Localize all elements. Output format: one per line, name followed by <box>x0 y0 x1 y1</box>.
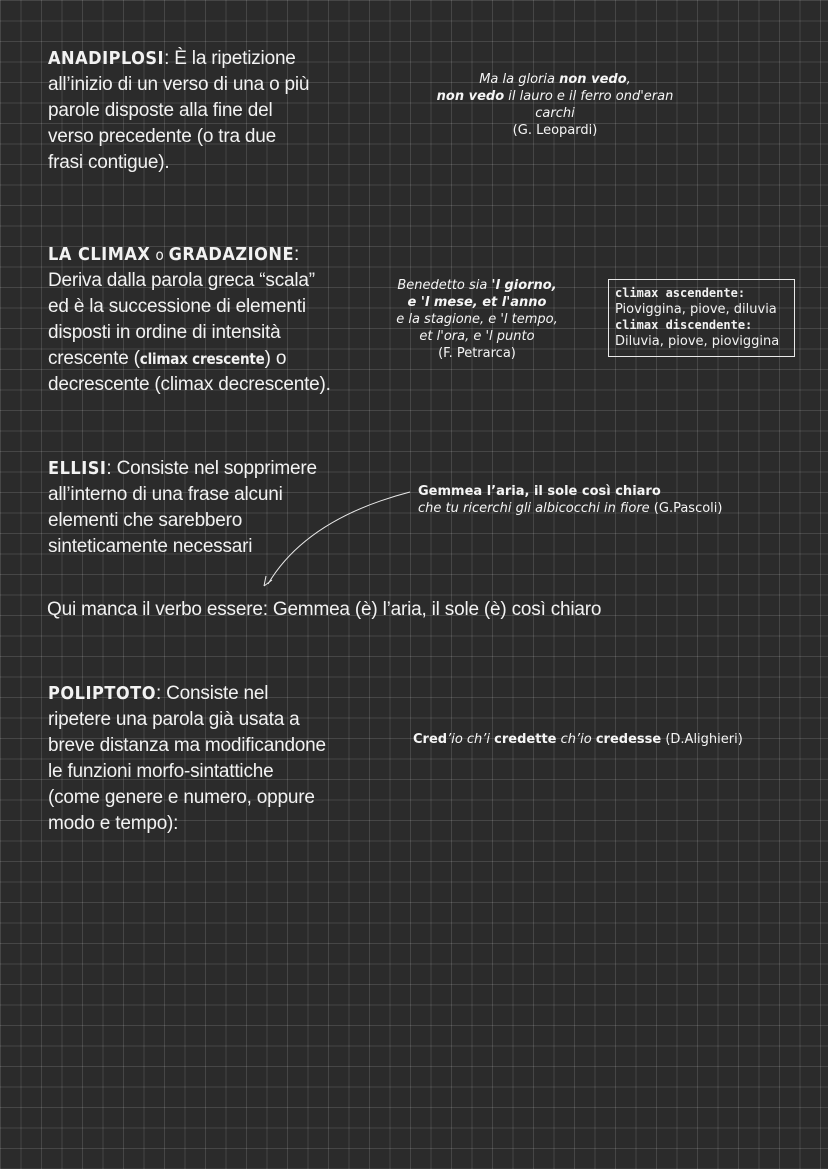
poliptoto-section <box>48 681 358 837</box>
ellisi-example-line-2: che tu ricerchi gli albicocchi in fiore (G.Pascoli) <box>418 501 723 516</box>
anadiplosi-definition: È la ripetizione <box>174 48 296 69</box>
climax-example-line-1: Benedetto sia 'l giorno, <box>397 278 557 293</box>
anadiplosi-term: ANADIPLOSI <box>48 48 165 69</box>
climax-line-4: crescente (climax crescente) o <box>48 348 287 369</box>
anadiplosi-example-line-2: non vedo il lauro e il ferro ond'eran <box>436 89 674 104</box>
ellisi-line-4: sinteticamente necessari <box>48 536 253 557</box>
anadiplosi-line-5: frasi contigue). <box>48 152 170 173</box>
poliptoto-line-4: le funzioni morfo-sintattiche <box>48 761 274 782</box>
climax-line-2: ed è la successione di elementi <box>48 296 306 317</box>
anadiplosi-line-1: ANADIPLOSI: È la ripetizione <box>48 48 296 69</box>
climax-heading: LA CLIMAX o GRADAZIONE: <box>48 244 300 265</box>
anadiplosi-example-source: (G. Leopardi) <box>512 123 598 138</box>
climax-discendente-value: Diluvia, piove, pioviggina <box>615 334 780 349</box>
climax-discendente-label: climax discendente: <box>615 318 753 332</box>
climax-example-line-3: e la stagione, e 'l tempo, <box>396 312 558 327</box>
gradazione-term: GRADAZIONE <box>168 244 295 265</box>
poliptoto-line-6: modo e tempo): <box>48 813 179 834</box>
anadiplosi-example-line-3: carchi <box>535 106 575 121</box>
climax-line-1: Deriva dalla parola greca “scala” <box>48 270 315 291</box>
ellisi-line-3: elementi che sarebbero <box>48 510 243 531</box>
climax-line-5: decrescente (climax decrescente). <box>48 374 331 395</box>
poliptoto-term: POLIPTOTO <box>48 683 156 704</box>
ellisi-line-1: ELLISI: Consiste nel sopprimere <box>48 458 317 479</box>
climax-line-3: disposti in ordine di intensità <box>48 322 281 343</box>
poliptoto-line-5: (come genere e numero, oppure <box>48 787 315 808</box>
poliptoto-line-2: ripetere una parola già usata a <box>48 709 300 730</box>
ellisi-term: ELLISI <box>48 458 107 479</box>
ellisi-note: Qui manca il verbo essere: Gemmea (è) l’aria, il sole (è) così chiaro <box>47 599 602 620</box>
ellisi-example-line-1: Gemmea l’aria, il sole così chiaro <box>418 484 661 499</box>
anadiplosi-line-3: parole disposte alla fine del <box>48 100 273 121</box>
climax-example-source: (F. Petrarca) <box>438 346 516 361</box>
climax-example-line-4: et l'ora, e 'l punto <box>419 329 535 344</box>
climax-ascendente-value: Pioviggina, piove, diluvia <box>615 302 777 317</box>
climax-term: LA CLIMAX <box>48 244 151 265</box>
anadiplosi-example-line-1: Ma la gloria non vedo, <box>479 72 631 87</box>
poliptoto-example: Cred’io ch’i credette ch’io credesse (D.Alighieri) <box>413 732 743 747</box>
anadiplosi-line-2: all’inizio di un verso di una o più <box>48 74 310 95</box>
poliptoto-line-3: breve distanza ma modificandone <box>48 735 326 756</box>
poliptoto-line-1: POLIPTOTO: Consiste nel <box>48 683 269 704</box>
climax-ascendente-label: climax ascendente: <box>615 286 746 300</box>
ellisi-line-2: all’interno di una frase alcuni <box>48 484 283 505</box>
climax-example-line-2: e 'l mese, et l'anno <box>407 295 547 310</box>
anadiplosi-line-4: verso precedente (o tra due <box>48 126 277 147</box>
